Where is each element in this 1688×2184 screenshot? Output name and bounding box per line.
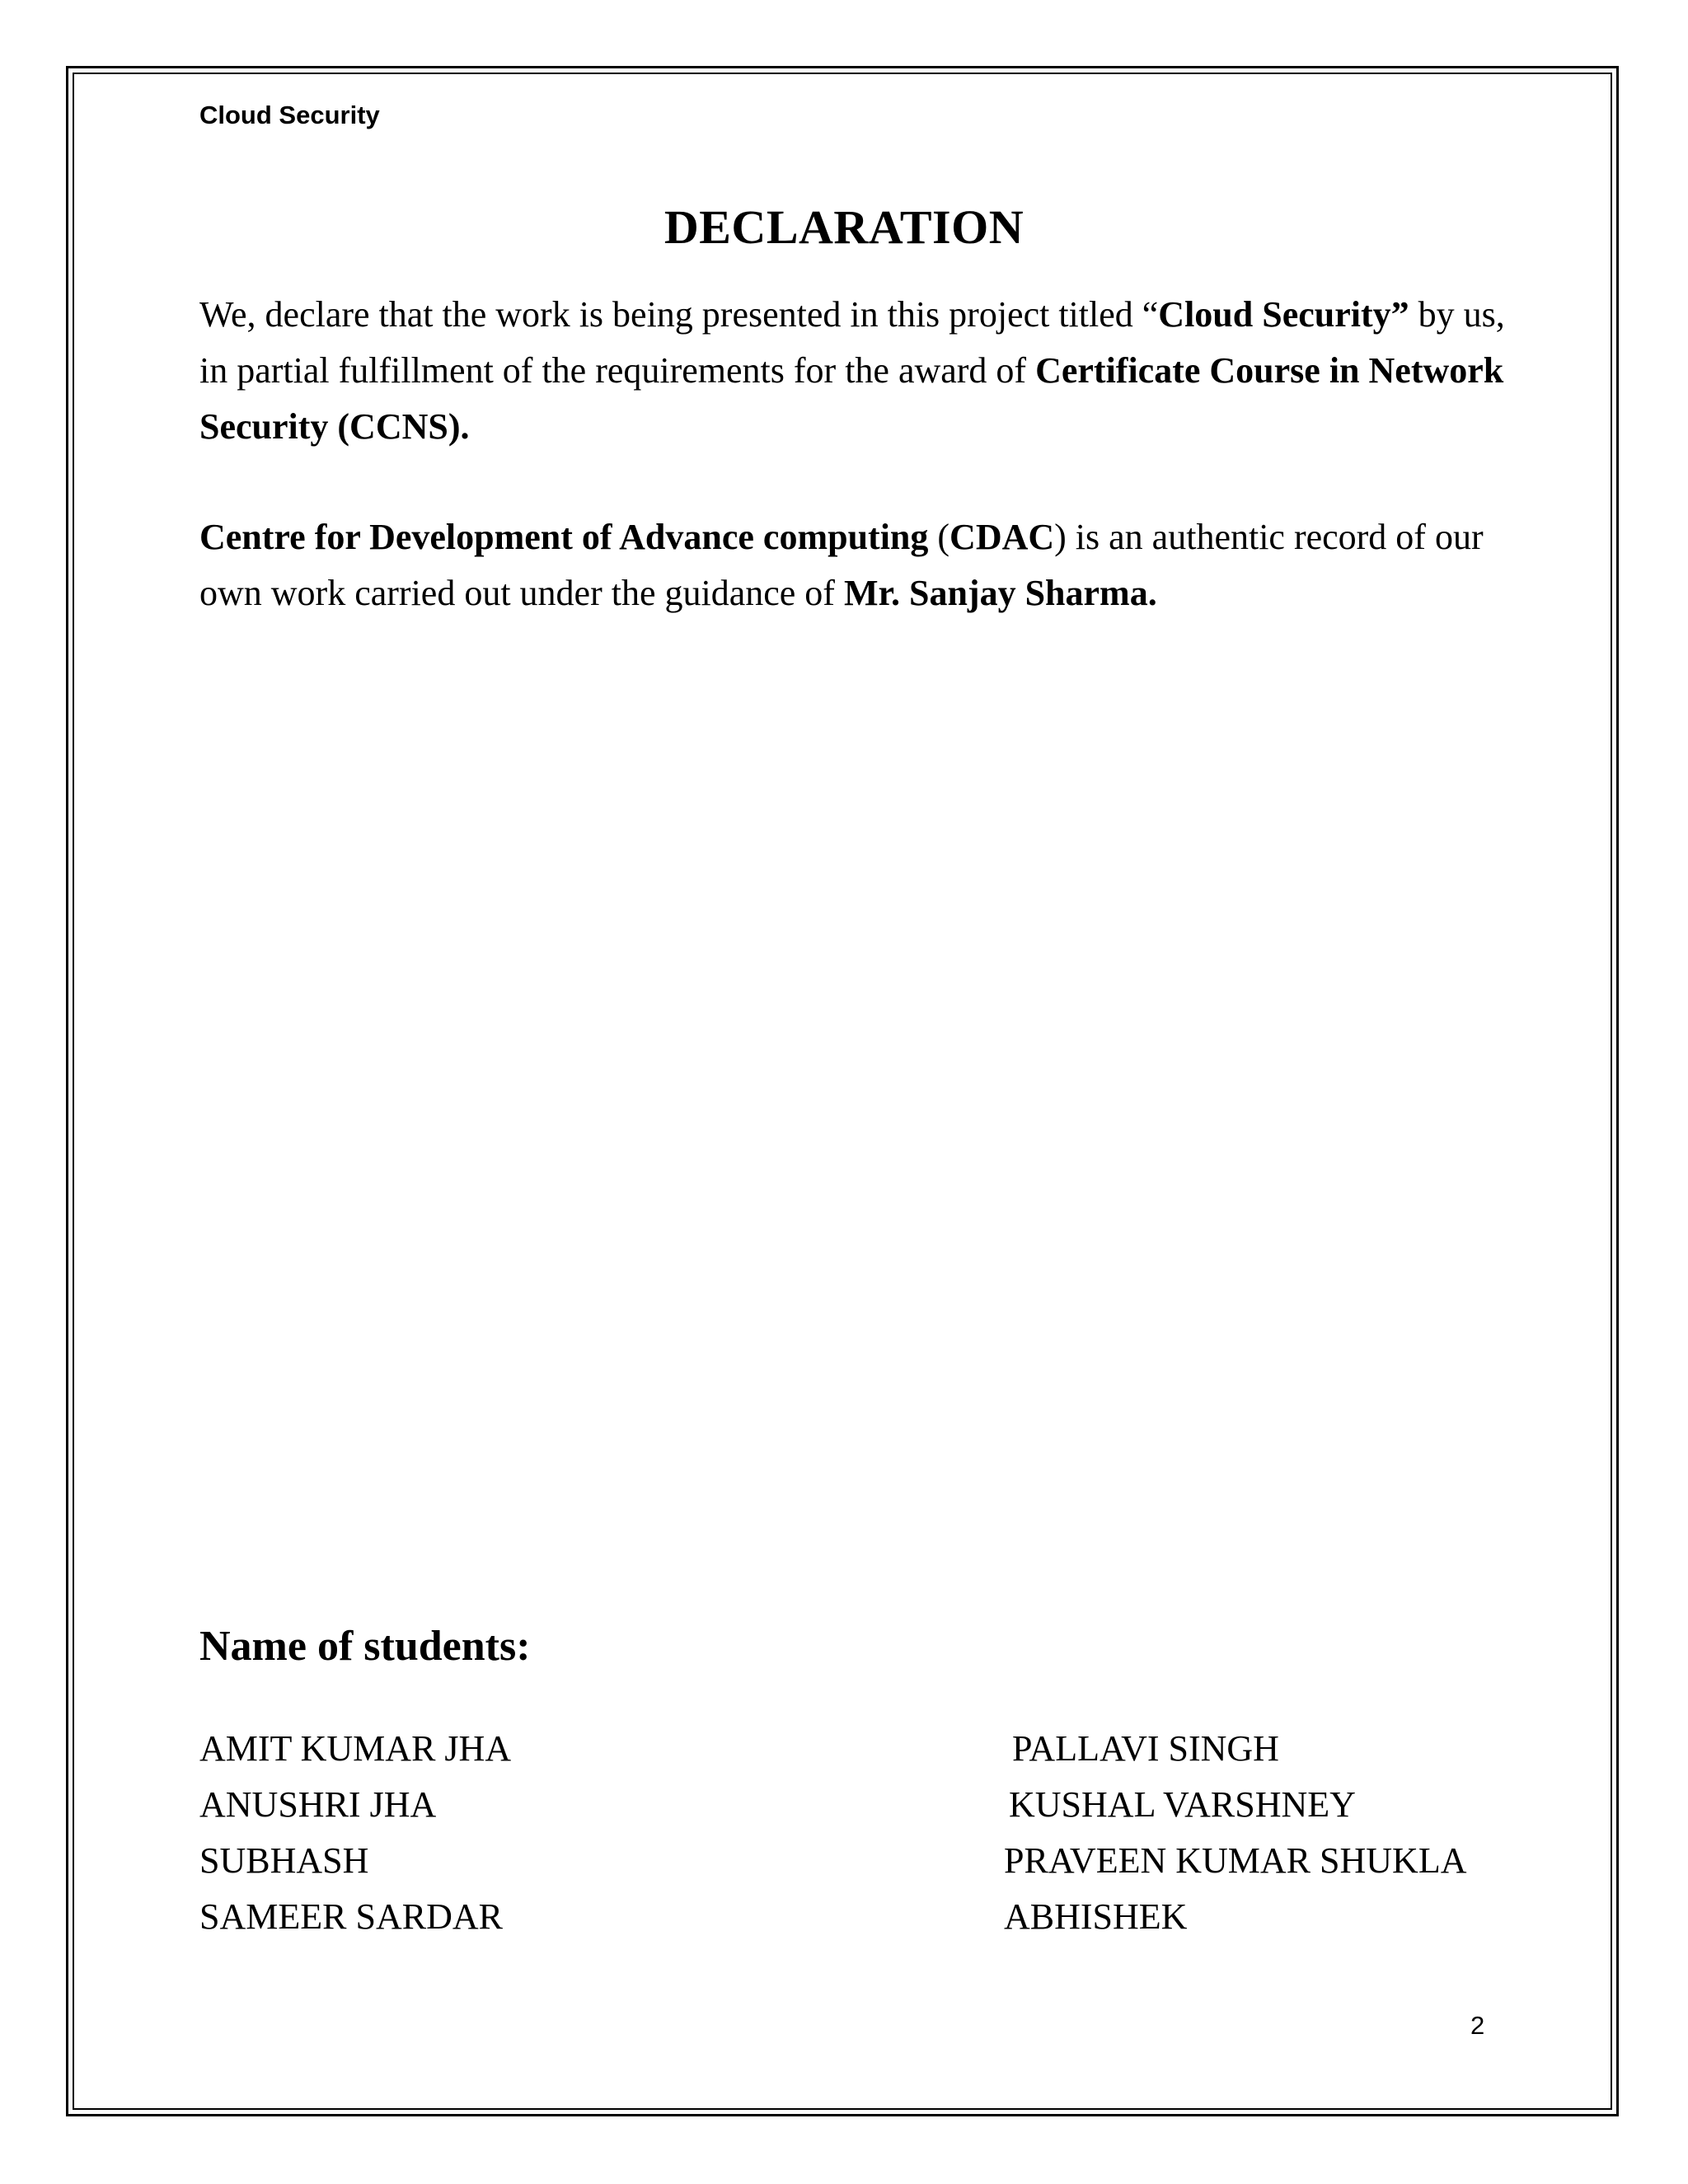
para2-text-2: ) is an authentic record of our own work carried out under the guidance of	[199, 517, 1484, 613]
para2-institute-name: Centre for Development of Advance computing	[199, 517, 929, 557]
student-name: PRAVEEN KUMAR SHUKLA	[1004, 1840, 1467, 1881]
page-number: 2	[1470, 2011, 1485, 2040]
student-name: KUSHAL VARSHNEY	[1009, 1784, 1356, 1825]
para2-institute-abbr: CDAC	[950, 517, 1055, 557]
student-name: SAMEER SARDAR	[199, 1896, 503, 1937]
running-header: Cloud Security	[199, 101, 380, 129]
students-heading: Name of students:	[199, 1623, 531, 1670]
para1-project-title: Cloud Security”	[1158, 294, 1409, 335]
para1-course-name: Certificate Course in Network Security (CCNS).	[199, 350, 1504, 447]
students-list-left	[199, 1721, 511, 1945]
para1-text-1: We, declare that the work is being presented in this project titled “	[199, 294, 1159, 335]
student-name: ANUSHRI JHA	[199, 1784, 437, 1825]
student-name: SUBHASH	[199, 1840, 369, 1881]
para2-guide-name: Mr. Sanjay Sharma.	[843, 573, 1157, 613]
declaration-paragraph-2	[199, 509, 1518, 621]
para2-text-1: (	[928, 517, 950, 557]
student-name: ABHISHEK	[1004, 1896, 1188, 1937]
para1-text-2: by us, in partial fulfillment of the requirements for the award of	[199, 294, 1505, 391]
page-title: DECLARATION	[663, 200, 1025, 254]
student-name: AMIT KUMAR JHA	[199, 1728, 512, 1769]
declaration-paragraph-1	[199, 287, 1518, 455]
student-name: PALLAVI SINGH	[1012, 1728, 1279, 1769]
students-list-right	[1004, 1721, 1467, 1945]
